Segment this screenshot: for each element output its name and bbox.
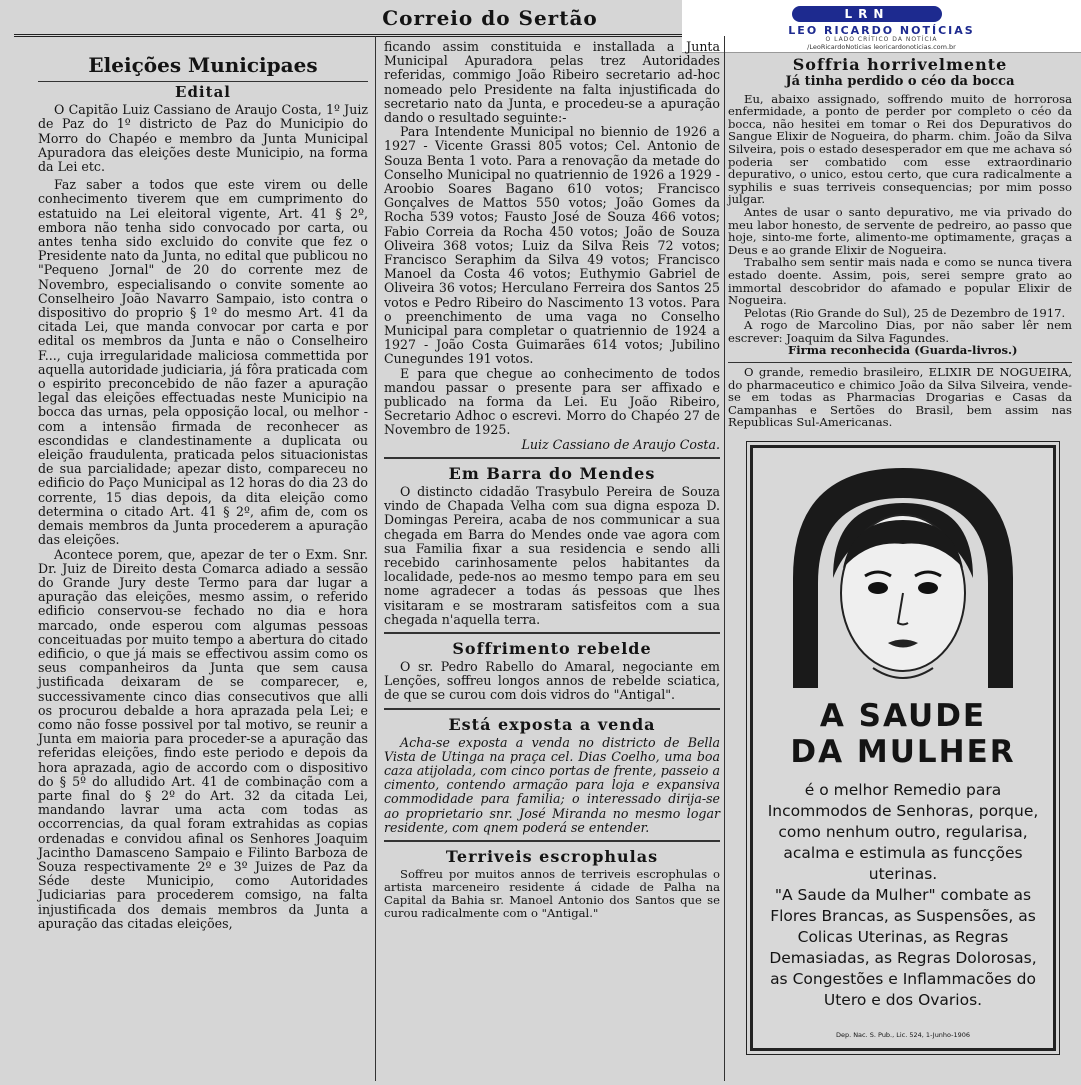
signature: Luiz Cassiano de Araujo Costa.	[521, 436, 720, 452]
logo-social-links: /LeoRicardoNoticias leoricardonoticias.com.br	[807, 43, 956, 51]
ad-title-line: DA MULHER	[790, 734, 1016, 771]
ad-text: "A Saude da Mulher" combate as Flores Brancas, as Suspensões, as Colicas Uterinas, as Regras Demasiadas, as Regras Dolorosas, as Congestões e Inflammacões do Utero e dos Ovarios.	[769, 886, 1037, 1010]
article-title: Terriveis escrophulas	[445, 846, 659, 866]
paragraph: O distincto cidadão Trasybulo Pereira de Souza vindo de Chapada Velha com sua digna espoza D. Domingas Pereira, acaba de nos communicar a sua chegada em Barra do Mendes onde vae agora com sua Familia fixar a sua residencia e sendo alli recebido carinhosamente pelos habitantes da localidade, pede-nos ao mesmo tempo para em seu nome agradecer a todas ás pessoas que lhes visitaram e se mostraram satisfeitos com a sua chegada n'aquella terra.	[384, 483, 720, 627]
paragraph: O Capitão Luiz Cassiano de Araujo Costa, 1º Juiz de Paz do 1º districto de Paz do Municipio do Morro do Chapéo e membro da Junta Municipal Apuradora das eleições deste Municipio, na forma da Lei etc.	[38, 102, 368, 175]
article-title: Soffrimento rebelde	[452, 638, 652, 658]
column-divider	[375, 36, 376, 1081]
column-2	[384, 40, 720, 920]
logo-tagline: O LADO CRÍTICO DA NOTÍCIA	[825, 36, 938, 43]
paragraph: Antes de usar o santo depurativo, me via privado do meu labor honesto, de servente de pedreiro, ao passo que hoje, sinto-me forte, alimento-me optimamente, graças a Deus e ao grande Elixir de Nogueira.	[728, 204, 1072, 257]
paragraph: Acha-se exposta a venda no districto de Bella Vista de Utinga na praça cel. Dias Coelho, uma boa caza atijolada, com cinco portas de frente, passeio a cimento, contendo armação para loja e expansiva commodidade para familia; o interessado dirija-se ao proprietario snr. José Miranda no mesmo logar residente, com qnem poderá se entender.	[384, 734, 720, 835]
ad-text: é o melhor Remedio para Incommodos de Senhoras, porque, como nenhum outro, regularisa, acalma e estimula as funcções uterinas.	[767, 781, 1039, 884]
divider	[384, 457, 720, 459]
divider	[728, 362, 1072, 363]
article-title: Está exposta a venda	[448, 714, 656, 734]
paragraph: O sr. Pedro Rabello do Amaral, negociante em Lenções, soffreu longos annos de rebelde sciatica, de que se curou com dois vidros do "Antigal".	[384, 658, 720, 703]
paragraph: Acontece porem, que, apezar de ter o Exm. Snr. Dr. Juiz de Direito desta Comarca adiado a sessão do Grande Jury deste Termo para dar lugar a apuração das eleições, mesmo assim, o referido edificio conservou-se fechado no dia e hora marcado, onde esperou com algumas pessoas conceituadas por muito tempo a abertura do citado edificio, o que já mais se effectivou assim como os seus companheiros da Junta que sem causa justificada deixaram de se comparecer, e, successivamente cinco dias consecutivos que alli os procurou debalde a hora aprazada pela Lei; e como não fosse possivel por tal motivo, se reunir a Junta em maioria para proceder-se a apuração das referidas eleições, findo este periodo e depois da hora aprazada, agio de accordo com o dispositivo do § 5º do alludido Art. 41 de combinação com a parte final do § 2º do Art. 32 da citada Lei, mandando lavrar uma acta com todas as occorrencias, da qual foram extrahidas as copias ordenadas e convidou afinal os Senhores Joaquim Jacintho Damasceno Sampaio e Filinto Barboza de Souza respectivamente 2º e 3º Juizes de Paz da Séde deste Municipio, como Autoridades Judiciarias para procederem comsigo, na falta injustificada dos demais membros da Junta a apuração das citadas eleições,	[38, 546, 368, 931]
paragraph: Soffreu por muitos annos de terriveis escrophulas o artista marceneiro residente á cidade de Palha na Capital da Bahia sr. Manoel Antonio dos Santos que se curou radicalmente com o "Antigal."	[384, 866, 720, 920]
article-title: Em Barra do Mendes	[448, 463, 656, 483]
divider	[384, 708, 720, 710]
paragraph: Faz saber a todos que este virem ou delle conhecimento tiverem que em cumprimento do estatuido na Lei eleitoral vigente, Art. 41 § 2º, embora não tenha sido convocado por carta, ou antes tenha sido excluido do convite que fez o Presidente nato da Junta, no edital que publicou no "Pequeno Jornal" de 20 do corrente mez de Novembro, especialisando o convite somente ao Conselheiro João Navarro Sampaio, isto contra o dispositivo do proprio § 1º do mesmo Art. 41 da citada Lei, que manda convocar por carta e por edital os membros da Junta e não o Conselheiro F..., cuja irregularidade maliciosa commettida por aquella autoridade judiciaria, já fôra praticada com o espirito preconcebido de não fazer a apuração legal das eleições effectuadas neste Municipio na bocca das urnas, pela opposição local, ou melhor - com a intensão firmada de reconhecer as escondidas e clandestinamente a duplicata ou eleição fraudulenta, praticada pelos situacionistas de sua parcialidade; apezar disto, compareceu no edificio do Paço Municipal as 12 horas do dia 23 do corrente, 15 dias depois, da dita eleição como determina o citado Art. 41 § 2º, afim de, com os demais membros da Junta procederem a apuração das eleições.	[38, 177, 368, 548]
divider	[384, 632, 720, 634]
column-divider	[724, 36, 725, 1081]
logo-name: LEO RICARDO NOTÍCIAS	[788, 24, 975, 37]
article-title: Eleições Municipaes	[88, 53, 318, 77]
logo-badge: LRN	[792, 6, 942, 22]
advertisement	[750, 445, 1056, 1051]
watermark-logo	[682, 0, 1081, 53]
article-subtitle: Edital	[175, 83, 231, 101]
ad-title	[753, 698, 1053, 770]
ad-body	[763, 780, 1043, 1011]
divider	[384, 840, 720, 842]
paragraph: O grande, remedio brasileiro, ELIXIR DE NOGUEIRA, do pharmaceutico e chimico João da Silva Silveira, vende-se em todas as Pharmacias Drogarias e Casas da Campanhas e Sertões do Brasil, bem assim nas Republicas Sul-Americanas.	[728, 365, 1072, 430]
ad-title-line: A SAUDE	[819, 698, 987, 735]
masthead: Correio do Sertão	[382, 6, 598, 30]
column-3	[728, 56, 1072, 1051]
paragraph: Trabalho sem sentir mais nada e como se nunca tivera estado doente. Assim, pois, serei sempre grato ao immortal descobridor do afamado e popular Elixir de Nogueira.	[728, 255, 1072, 308]
paragraph: ficando assim constituida e installada a Junta Municipal Apuradora pelas trez Autoridades referidas, commigo João Ribeiro secretario ad-hoc nomeado pelo Presidente na falta injustificada do secretario nato da Junta, e procedeu-se a apuração dando o resultado seguinte:-	[384, 39, 720, 126]
column-1	[38, 40, 368, 931]
ad-footnote: Dep. Nac. S. Pub., Lic. 524, 1-Junho-1906	[835, 1031, 971, 1040]
paragraph: E para que chegue ao conhecimento de todos mandou passar o presente para ser affixado e publicado na forma da Lei. Eu João Ribeiro, Secretario Adhoc o escrevi. Morro do Chapéo 27 de Novembro de 1925.	[384, 365, 720, 438]
paragraph: Eu, abaixo assignado, soffrendo muito de horrorosa enfermidade, a ponto de perder por completo o céo da bocca, não hesitei em tomar o Rei dos Depurativos do Sangue Elixir de Nogueira, do pharm. chim. João da Silva Silveira, pois o estado desesperador em que me achava só poderia ser combatido com esse extraordinario depurativo, o unico, estou certo, que cura radicalmente a syphilis e suas terriveis consequencias; por mim posso julgar.	[728, 91, 1072, 207]
article-subtitle: Já tinha perdido o céo da bocca	[785, 74, 1015, 89]
paragraph: Firma reconhecida (Guarda-livros.)	[788, 343, 1018, 358]
woman-portrait-illustration	[773, 458, 1033, 688]
divider	[38, 81, 368, 82]
paragraph: Para Intendente Municipal no biennio de 1926 a 1927 - Vicente Grassi 805 votos; Cel. Antonio de Souza Benta 1 voto. Para a renovação da metade do Conselho Municipal no quatriennio de 1926 a 1929 - Aroobio Soares Bagano 610 votos; Francisco Gonçalves de Mattos 550 votos; João Gomes da Rocha 539 votos; Fausto José de Souza 466 votos; Fabio Correia da Rocha 450 votos; João de Souza Oliveira 368 votos; Luiz da Silva Reis 72 votos; Francisco Seraphim da Silva 49 votos; Francisco Manoel da Costa 46 votos; Euthymio Gabriel de Oliveira 36 votos; Herculano Ferreira dos Santos 25 votos e Pedro Ribeiro do Nascimento 13 votos. Para o preenchimento de uma vaga no Conselho Municipal para completar o quatriennio de 1924 a 1927 - João Costa Guimarães 614 votos; Jubilino Cunegundes 191 votos.	[384, 124, 720, 367]
paragraph: Pelotas (Rio Grande do Sul), 25 de Dezembro de 1917.	[744, 305, 1066, 320]
article-title: Soffria horrivelmente	[792, 55, 1008, 74]
paragraph: A rogo de Marcolino Dias, por não saber lêr nem escrever: Joaquim da Silva Fagundes.	[728, 318, 1072, 345]
